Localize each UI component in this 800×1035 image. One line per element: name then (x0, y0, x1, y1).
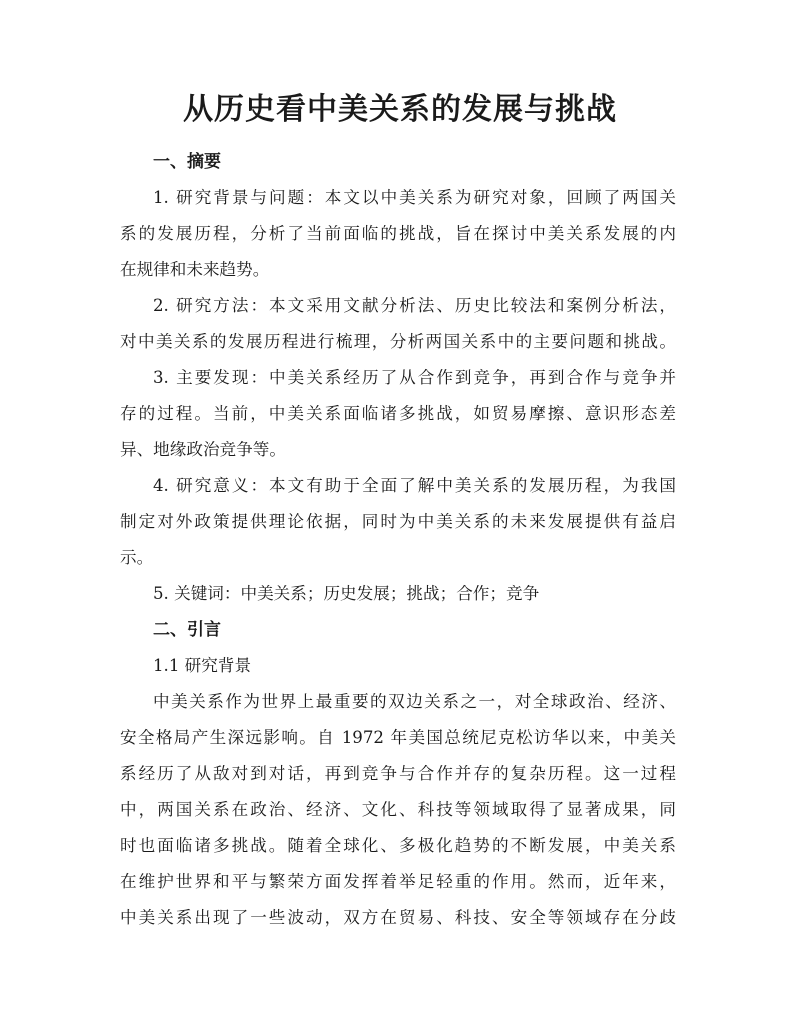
abstract-item-3-line-1: 3. 主要发现：中美关系经历了从合作到竞争，再到合作与竞争并 (153, 368, 676, 387)
abstract-item-3-line-3: 异、地缘政治竞争等。 (120, 440, 286, 459)
abstract-heading: 一、摘要 (153, 152, 221, 172)
abstract-item-1-line-2: 系的发展历程，分析了当前面临的挑战，旨在探讨中美关系发展的内 (120, 224, 676, 243)
abstract-item-3-line-2: 存的过程。当前，中美关系面临诸多挑战，如贸易摩擦、意识形态差 (120, 404, 676, 423)
subheading-research-background: 1.1 研究背景 (153, 656, 252, 675)
abstract-item-2-line-1: 2. 研究方法：本文采用文献分析法、历史比较法和案例分析法， (153, 296, 676, 315)
abstract-item-1-line-1: 1. 研究背景与问题：本文以中美关系为研究对象，回顾了两国关 (153, 188, 676, 207)
body-line-6: 在维护世界和平与繁荣方面发挥着举足轻重的作用。然而，近年来， (120, 872, 676, 891)
body-line-1: 中美关系作为世界上最重要的双边关系之一，对全球政治、经济、 (153, 692, 676, 711)
document-title: 从历史看中美关系的发展与挑战 (183, 92, 617, 127)
abstract-item-1-line-3: 在规律和未来趋势。 (120, 260, 270, 279)
abstract-item-2-line-2: 对中美关系的发展历程进行梳理，分析两国关系中的主要问题和挑战。 (120, 332, 676, 351)
body-line-2: 安全格局产生深远影响。自 1972 年美国总统尼克松访华以来，中美关 (120, 728, 676, 747)
body-line-3: 系经历了从敌对到对话，再到竞争与合作并存的复杂历程。这一过程 (120, 764, 676, 783)
body-line-7: 中美关系出现了一些波动，双方在贸易、科技、安全等领域存在分歧 (120, 908, 676, 927)
body-line-4: 中，两国关系在政治、经济、文化、科技等领域取得了显著成果，同 (120, 800, 676, 819)
abstract-item-5-keywords: 5. 关键词：中美关系；历史发展；挑战；合作；竞争 (153, 584, 540, 603)
abstract-item-4-line-2: 制定对外政策提供理论依据，同时为中美关系的未来发展提供有益启 (120, 512, 676, 531)
abstract-item-4-line-3: 示。 (120, 548, 154, 567)
body-line-5: 时也面临诸多挑战。随着全球化、多极化趋势的不断发展，中美关系 (120, 836, 676, 855)
abstract-item-4-line-1: 4. 研究意义：本文有助于全面了解中美关系的发展历程，为我国 (153, 476, 676, 495)
intro-heading: 二、引言 (153, 620, 221, 640)
